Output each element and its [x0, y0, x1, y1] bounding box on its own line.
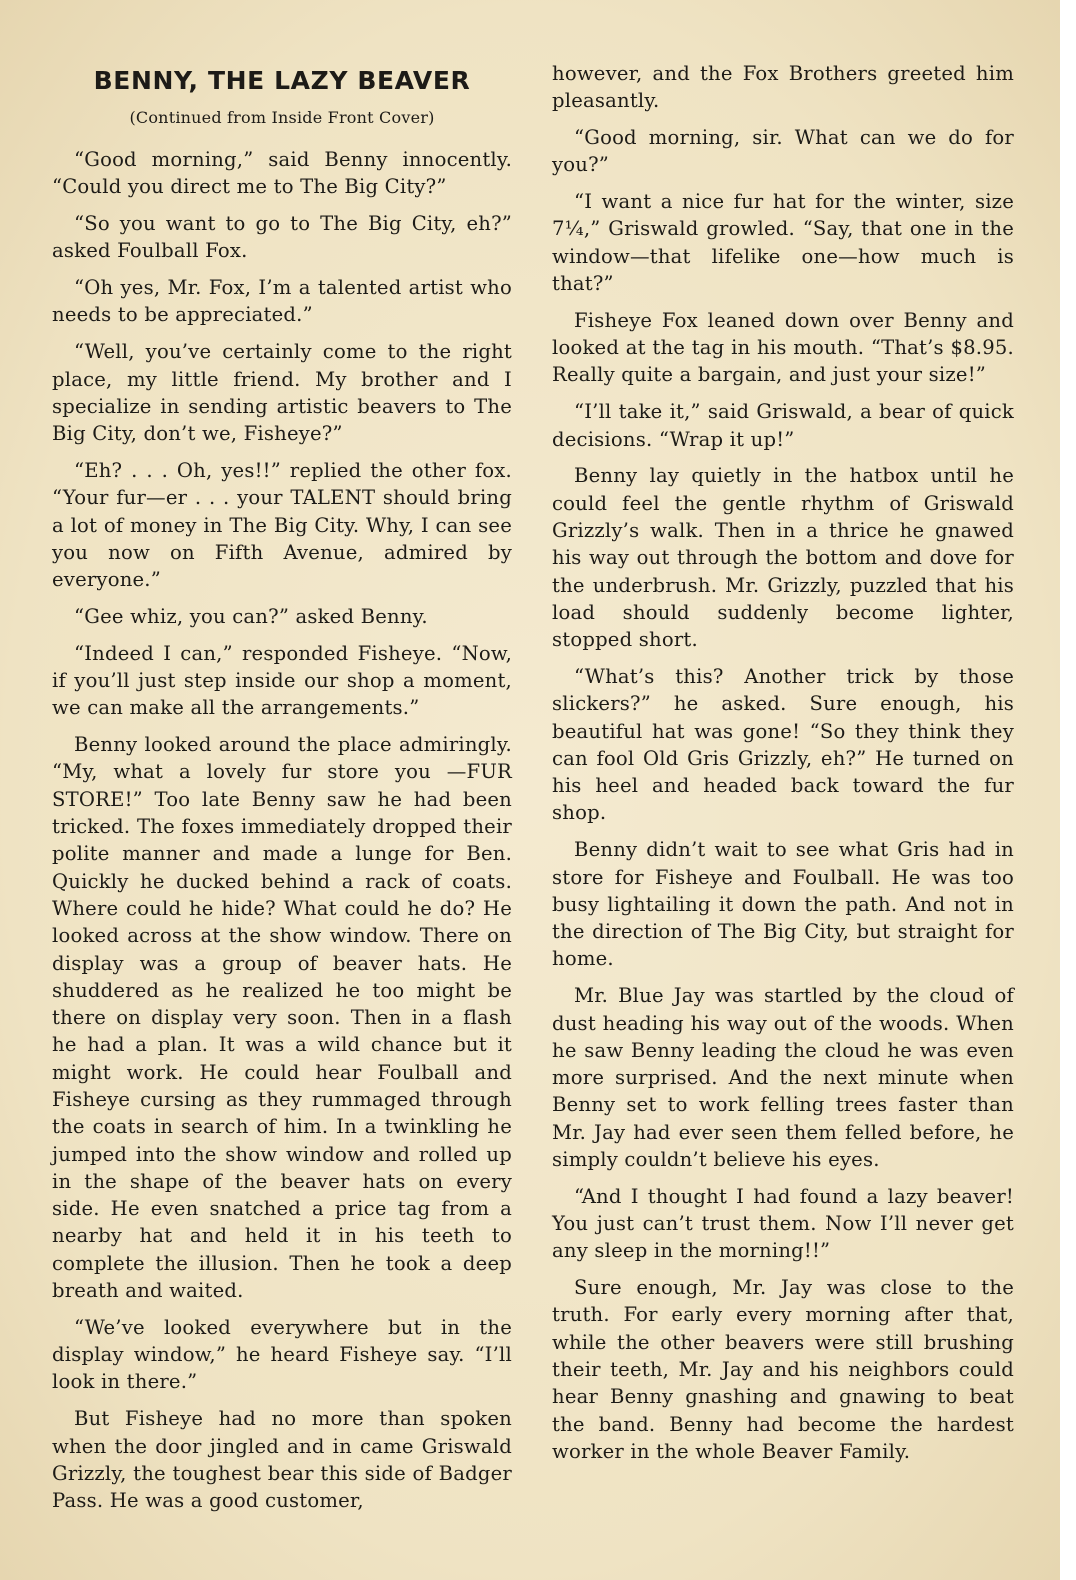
paragraph: Benny looked around the place admiringly. “My, what a lovely fur store you —FUR STORE!” Too late Benny saw he had been tricked. The foxes immediately dropped their polite manner and made a lunge for Ben. Quickly he ducked behind a rack of coats. Where could he hide? What could he do? He looked across at the show window. There on display was a group of beaver hats. He shuddered as he realized he too might be there on display very soon. Then in a flash he had a plan. It was a wild chance but it might work. He could hear Foulball and Fisheye cursing as they rummaged through the coats in search of him. In a twinkling he jumped into the show window and rolled up in the shape of the beaver hats on every side. He even snatched a price tag from a nearby hat and held it in his teeth to complete the illusion. Then he took a deep breath and waited. — [52, 733, 512, 1303]
paragraph: “So you want to go to The Big City, eh?” asked Foulball Fox. — [52, 212, 512, 263]
paragraph: “Eh? . . . Oh, yes!!” replied the other fox. “Your fur—er . . . your TALENT should bring a lot of money in The Big City. Why, I can see you now on Fifth Avenue, admired by everyone.” — [52, 458, 512, 592]
paragraph: “What’s this? Another trick by those slickers?” he asked. Sure enough, his beautiful hat was gone! “So they think they can fool Old Gris Grizzly, eh?” He turned on his heel and headed back toward the fur shop. — [552, 664, 1014, 825]
paragraph: “Indeed I can,” responded Fisheye. “Now, if you’ll just step inside our shop a moment, we can make all the arrangements.” — [52, 641, 512, 720]
paragraph: “Good morning,” said Benny innocently. “Could you direct me to The Big City?” — [52, 148, 512, 199]
paragraph: “Good morning, sir. What can we do for you?” — [552, 126, 1014, 177]
paragraph: “Oh yes, Mr. Fox, I’m a talented artist who needs to be appreciated.” — [52, 276, 512, 327]
paragraph: “I want a nice fur hat for the winter, size 7¼,” Griswald growled. “Say, that one in the window—that lifelike one—how much is that?” — [552, 190, 1014, 296]
paragraph: Mr. Blue Jay was startled by the cloud of dust heading his way out of the woods. When he saw Benny leading the cloud he was even more surprised. And the next minute when Benny set to work felling trees faster than Mr. Jay had ever seen them felled before, he simply couldn’t believe his eyes. — [552, 984, 1014, 1171]
paragraph: Benny lay quietly in the hatbox until he could feel the gentle rhythm of Griswald Grizzly’s walk. Then in a thrice he gnawed his way out through the bottom and dove for the underbrush. Mr. Grizzly, puzzled that his load should suddenly become lighter, stopped short. — [552, 464, 1014, 652]
story-title: BENNY, THE LAZY BEAVER — [93, 66, 471, 95]
paragraph: Fisheye Fox leaned down over Benny and looked at the tag in his mouth. “That’s $8.95. Really quite a bargain, and just your size!” — [552, 308, 1014, 387]
paragraph: Sure enough, Mr. Jay was close to the truth. For early every morning after that, while the other beavers were still brushing their teeth, Mr. Jay and his neighbors could hear Benny gnashing and gnawing to beat the band. Benny had become the hardest worker in the whole Beaver Family. — [552, 1276, 1014, 1463]
paragraph: “We’ve looked everywhere but in the display window,” he heard Fisheye say. “I’ll look in there.” — [52, 1315, 512, 1394]
paragraph: “And I thought I had found a lazy beaver! You just can’t trust them. Now I’ll never get any sleep in the morning!!” — [552, 1184, 1014, 1263]
story-subtitle: (Continued from Inside Front Cover) — [129, 108, 435, 127]
paragraph: “Well, you’ve certainly come to the right place, my little friend. My brother and I specialize in sending artistic beavers to The Big City, don’t we, Fisheye?” — [52, 340, 512, 446]
left-column — [52, 60, 512, 1524]
paragraph: “I’ll take it,” said Griswald, a bear of quick decisions. “Wrap it up!” — [552, 400, 1014, 451]
paragraph: But Fisheye had no more than spoken when the door jingled and in came Griswald Grizzly, the toughest bear this side of Badger Pass. He was a good customer, — [52, 1407, 512, 1513]
right-column — [552, 60, 1014, 1475]
paragraph: “Gee whiz, you can?” asked Benny. — [74, 604, 428, 628]
paragraph-continued: however, and the Fox Brothers greeted him pleasantly. — [552, 62, 1014, 113]
paragraph: Benny didn’t wait to see what Gris had in store for Fisheye and Foulball. He was too busy lightailing it down the path. And not in the direction of The Big City, but straight for home. — [552, 838, 1014, 971]
